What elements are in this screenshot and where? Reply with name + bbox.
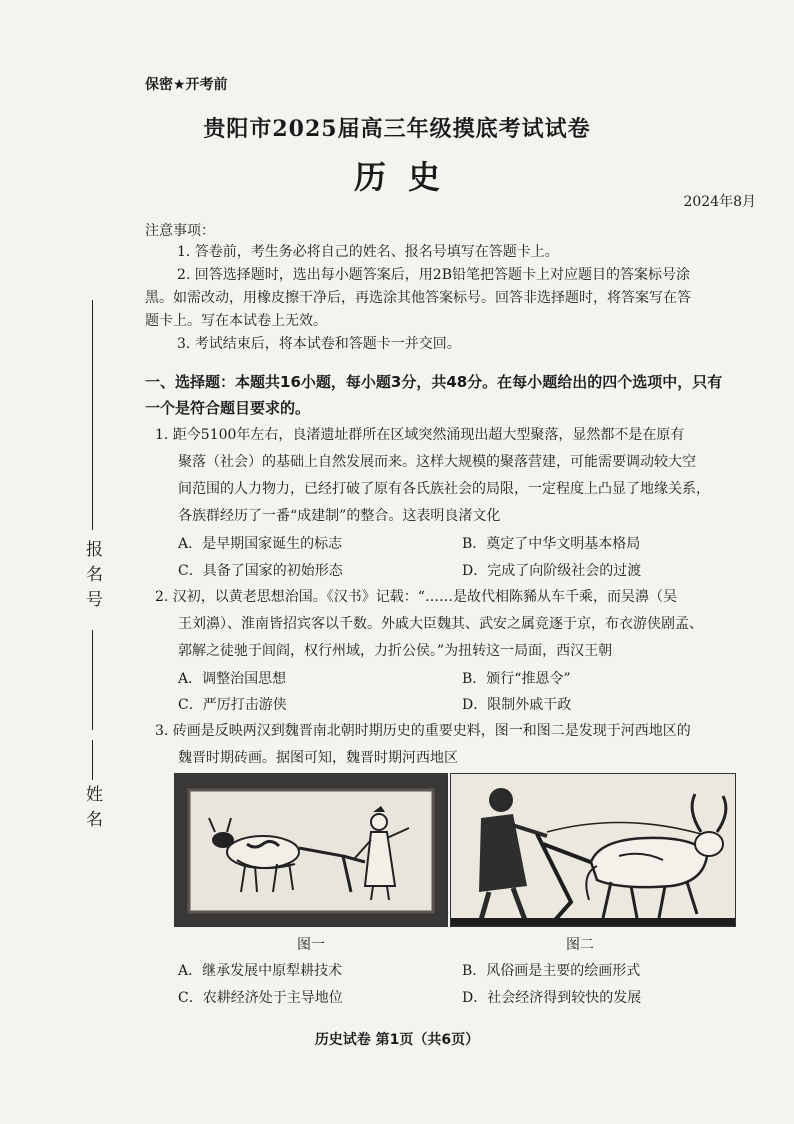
q2-option-d: D．限制外戚干政 — [462, 697, 572, 713]
name-line-top — [92, 630, 93, 730]
note-2-line-2: 黑。如需改动，用橡皮擦干净后，再选涂其他答案标号。回答非选择题时，将答案写在答 — [145, 290, 691, 306]
section-heading-line-1: 一、选择题：本题共16小题，每小题3分，共48分。在每小题给出的四个选项中，只有 — [145, 373, 723, 391]
q1-option-b: B．奠定了中华文明基本格局 — [462, 536, 641, 552]
q3-option-a: A．继承发展中原犁耕技术 — [178, 963, 343, 979]
figure-2-caption: 图二 — [566, 937, 594, 953]
note-2-line-3: 题卡上。写在本试卷上无效。 — [145, 313, 327, 329]
q2-stem-line-2: 王刘濞）、淮南皆招宾客以千数。外戚大臣魏其、武安之属竞逐于京，布衣游侠剧孟、 — [178, 616, 703, 632]
brick-painting-1 — [174, 773, 448, 927]
name-label: 姓名 — [82, 785, 102, 835]
q1-stem-line-4: 各族群经历了一番“成建制”的整合。这表明良渚文化 — [178, 508, 501, 524]
registration-number-label: 报名号 — [82, 540, 102, 615]
q2-stem-line-1: 2. 汉初，以黄老思想治国。《汉书》记载：“……是故代相陈豨从车千乘，而吴濞（吴 — [155, 589, 677, 605]
q3-option-c: C．农耕经济处于主导地位 — [178, 990, 343, 1006]
note-3: 3. 考试结束后，将本试卷和答题卡一并交回。 — [177, 336, 461, 352]
q3-stem-line-1: 3. 砖画是反映两汉到魏晋南北朝时期历史的重要史料，图一和图二是发现于河西地区的 — [155, 723, 691, 739]
q3-option-d: D．社会经济得到较快的发展 — [462, 990, 642, 1006]
section-heading-line-2: 一个是符合题目要求的。 — [145, 399, 311, 417]
q3-option-b: B．风俗画是主要的绘画形式 — [462, 963, 641, 979]
exam-date: 2024年8月 — [683, 194, 756, 210]
plowing-scene-2-image — [451, 774, 735, 926]
note-1: 1. 答卷前，考生务必将自己的姓名、报名号填写在答题卡上。 — [177, 244, 559, 260]
q2-option-c: C．严厉打击游侠 — [178, 697, 287, 713]
exam-title: 贵阳市2025届高三年级摸底考试试卷 — [203, 116, 591, 142]
registration-number-line — [92, 300, 93, 530]
q2-option-a: A．调整治国思想 — [178, 671, 287, 687]
q1-stem-line-3: 间范围的人力物力，已经打破了原有各氏族社会的局限，一定程度上凸显了地缘关系， — [178, 481, 710, 497]
plowing-scene-1-image — [175, 774, 447, 926]
figure-1-caption: 图一 — [297, 937, 325, 953]
notes-heading: 注意事项： — [145, 223, 215, 239]
q2-stem-line-3: 郭解之徒驰于闾阎，权行州域，力折公侯。”为扭转这一局面，西汉王朝 — [178, 643, 613, 659]
name-line — [92, 740, 93, 780]
q1-option-d: D．完成了向阶级社会的过渡 — [462, 563, 642, 579]
note-2-line-1: 2. 回答选择题时，选出每小题答案后，用2B铅笔把答题卡上对应题目的答案标号涂 — [177, 267, 691, 283]
q1-stem-line-1: 1. 距今5100年左右，良渚遗址群所在区域突然涌现出超大型聚落，显然都不是在原有 — [155, 427, 685, 443]
q1-stem-line-2: 聚落（社会）的基础上自然发展而来。这样大规模的聚落营建，可能需要调动较大空 — [178, 454, 696, 470]
q1-option-a: A．是早期国家诞生的标志 — [178, 536, 343, 552]
confidential-label: 保密★开考前 — [145, 77, 228, 93]
q1-option-c: C．具备了国家的初始形态 — [178, 563, 343, 579]
brick-painting-2 — [450, 773, 736, 927]
subject-title: 历史 — [353, 158, 462, 196]
page-footer: 历史试卷 第1页（共6页） — [314, 1032, 480, 1048]
q2-option-b: B．颁行“推恩令” — [462, 671, 571, 687]
q3-stem-line-2: 魏晋时期砖画。据图可知，魏晋时期河西地区 — [178, 750, 458, 766]
